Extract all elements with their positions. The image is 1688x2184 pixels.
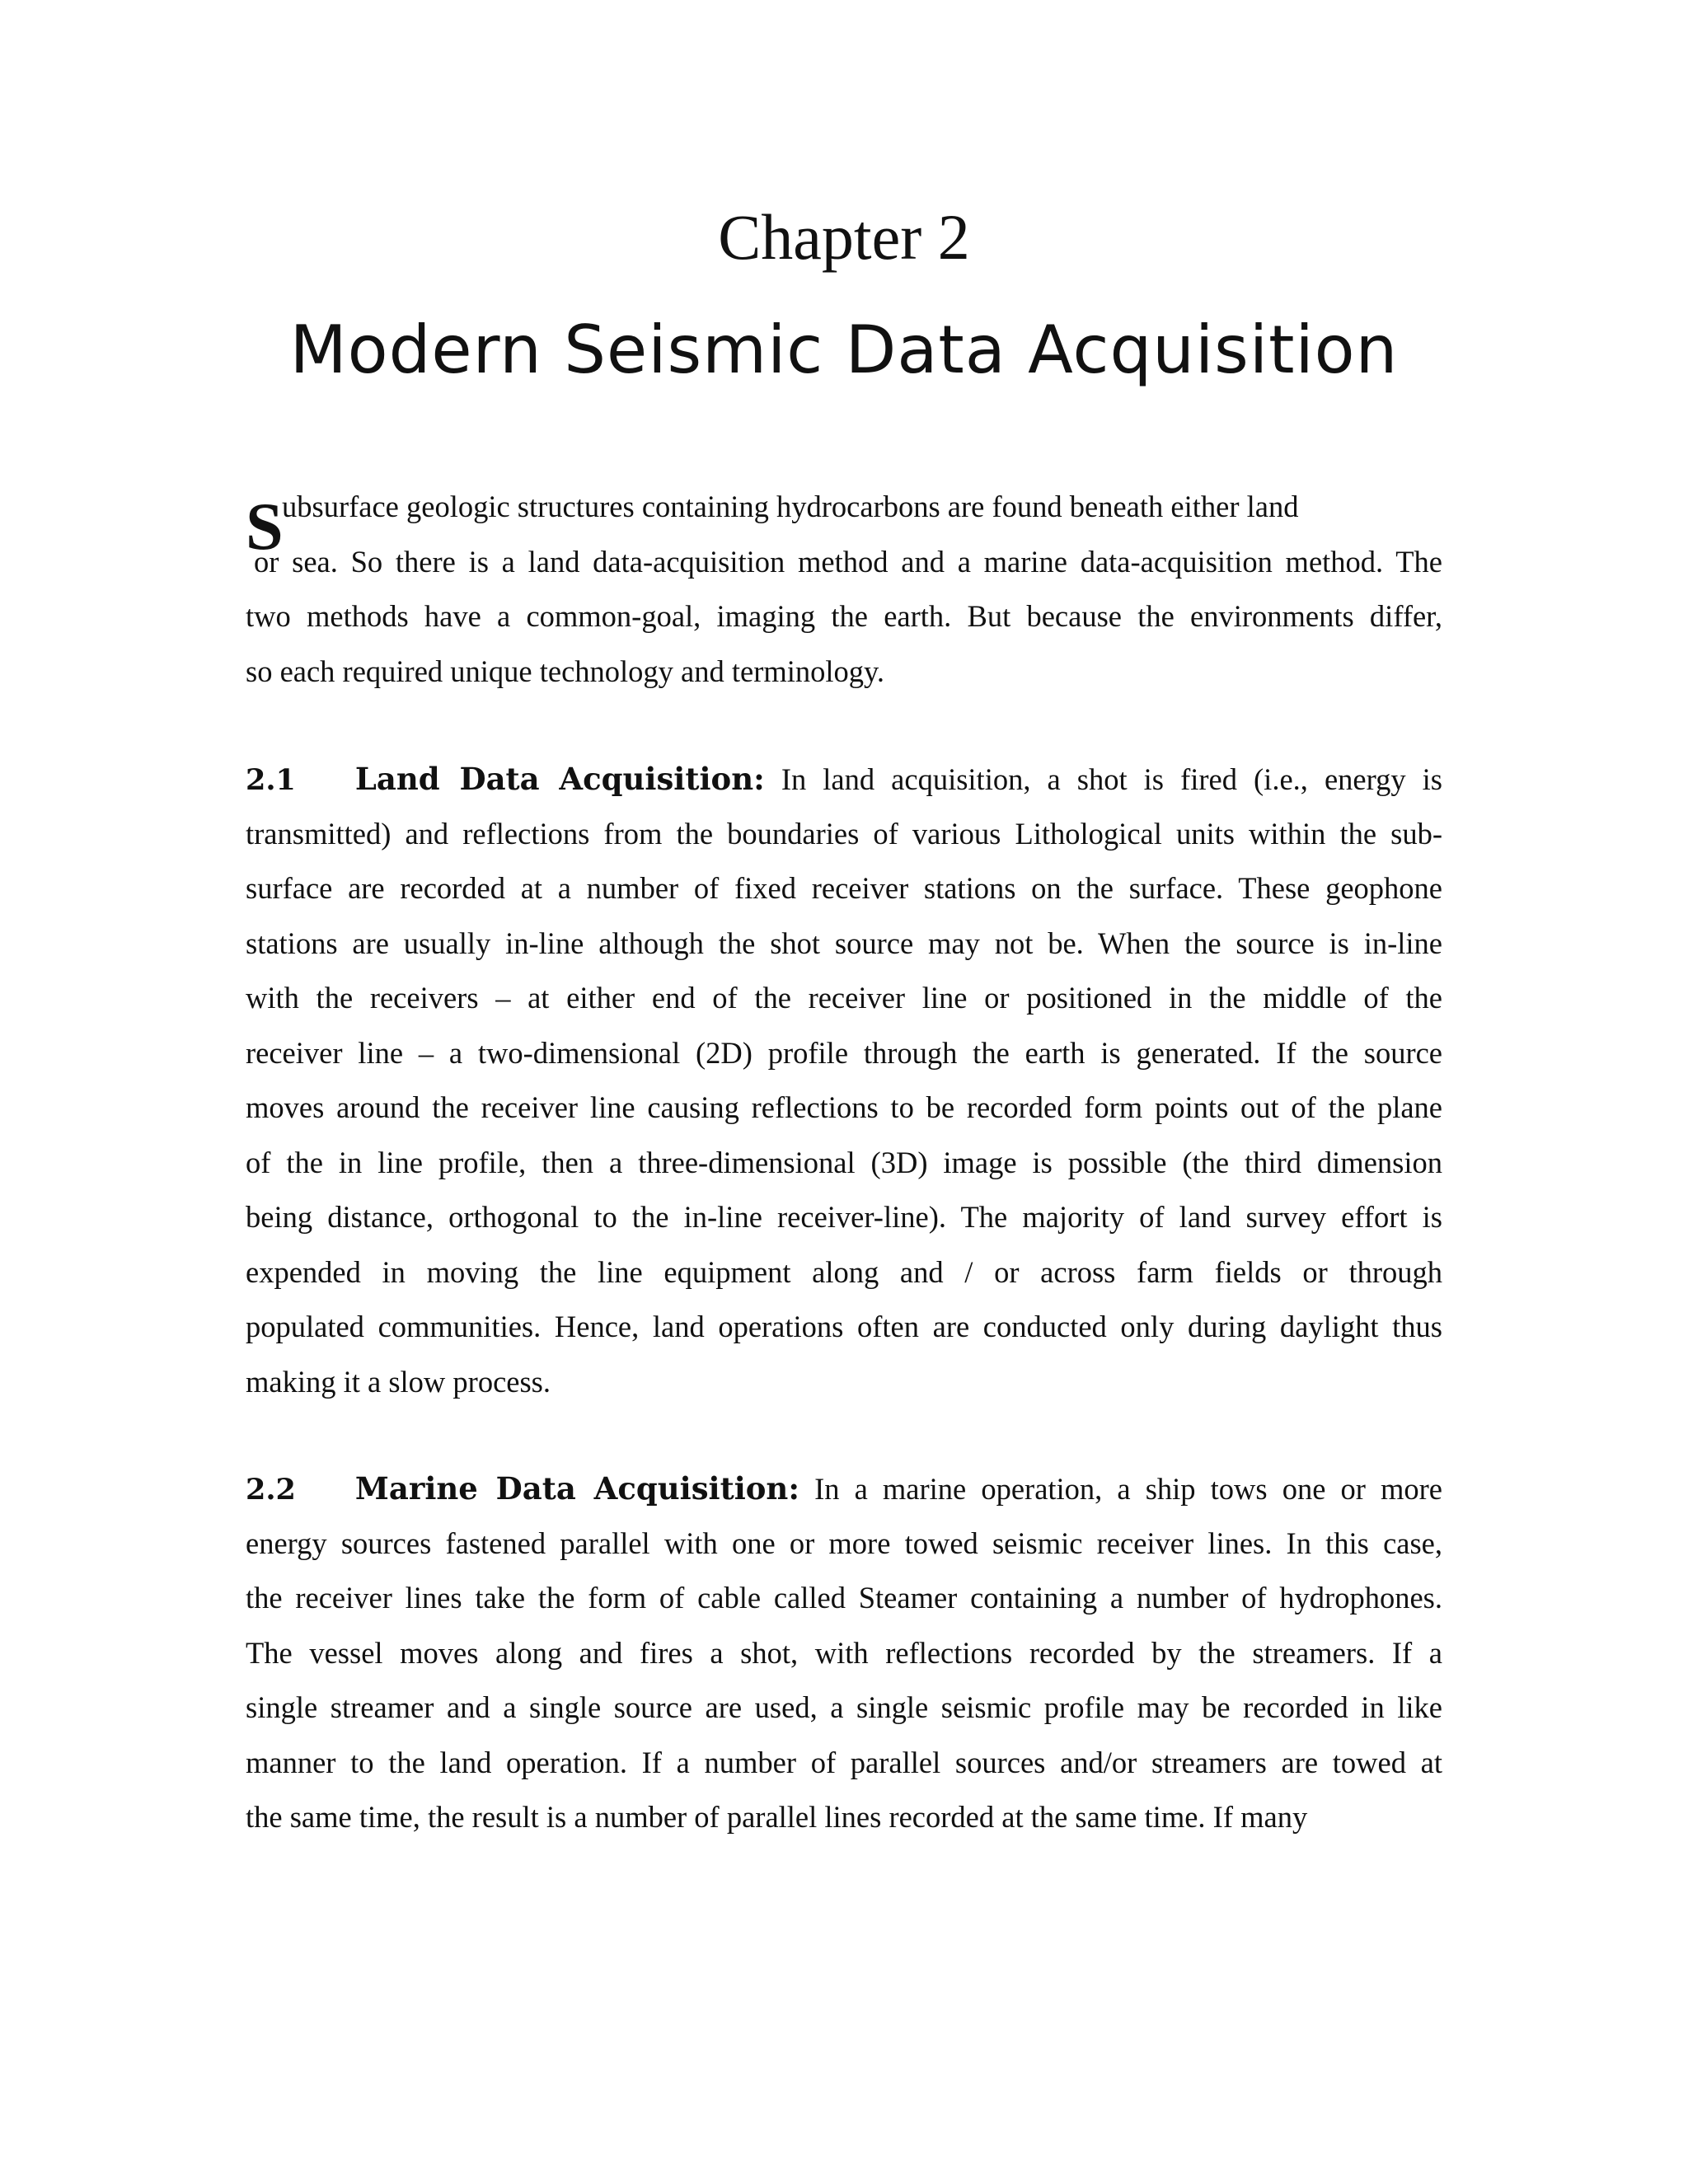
section-number: 2.1 [246,763,296,797]
paragraph-line: two methods have a common-goal, imaging the earth. But because the environments differ, [246,599,1442,633]
paragraph-line: receiver line – a two-dimensional (2D) profile through the earth is generated. If the source [246,1035,1442,1070]
paragraph-line: the receiver lines take the form of cable called Steamer containing a number of hydrophones. [246,1581,1442,1615]
paragraph-line: so each required unique technology and terminology. [246,654,885,688]
section-first-line [246,752,1442,807]
paragraph-line: energy sources fastened parallel with one or more towed seismic receiver lines. In this case, [246,1526,1442,1560]
paragraph-line: moves around the receiver line causing reflections to be recorded form points out of the plane [246,1090,1442,1124]
paragraph-line: surface are recorded at a number of fixed receiver stations on the surface. These geophone [246,871,1442,905]
paragraph-line: populated communities. Hence, land operations often are conducted only during daylight thus [246,1310,1442,1343]
paragraph-line: the same time, the result is a number of parallel lines recorded at the same time. If many [246,1800,1308,1834]
paragraph-line: manner to the land operation. If a number of parallel sources and/or streamers are towed at [246,1745,1442,1779]
paragraph-line: making it a slow process. [246,1364,551,1399]
section-land-data-acquisition [246,752,1442,1409]
chapter-title: Modern Seismic Data Acquisition [289,312,1399,388]
paragraph-line: or sea. So there is a land data-acquisition method and a marine data-acquisition method. The [254,544,1442,579]
chapter-label: Chapter 2 [718,201,970,273]
paragraph-line: single streamer and a single source are used, a single seismic profile may be recorded in like [246,1690,1442,1724]
intro-paragraph [246,480,1442,699]
paragraph-text: In land acquisition, a shot is fired (i.e., energy is [781,762,1442,796]
paragraph-text: In a marine operation, a ship tows one or more [814,1472,1442,1506]
section-first-line [246,1461,1442,1516]
section-marine-data-acquisition [246,1461,1442,1845]
section-number: 2.2 [246,1473,296,1507]
paragraph-line: The vessel moves along and fires a shot, with reflections recorded by the streamers. If a [246,1635,1442,1670]
paragraph-line: of the in line profile, then a three-dimensional (3D) image is possible (the third dimension [246,1145,1442,1179]
paragraph-line: ubsurface geologic structures containing hydrocarbons are found beneath either land [282,490,1299,523]
paragraph-line: with the receivers – at either end of the receiver line or positioned in the middle of the [246,981,1442,1015]
paragraph-line: stations are usually in-line although the shot source may not be. When the source is in-line [246,926,1442,960]
paragraph-line: being distance, orthogonal to the in-line receiver-line). The majority of land survey effort is [246,1200,1442,1234]
paragraph-line: expended in moving the line equipment along and / or across farm fields or through [246,1254,1442,1289]
section-heading: Marine Data Acquisition: [354,1470,799,1507]
paragraph-line: transmitted) and reflections from the boundaries of various Lithological units within the sub- [246,816,1442,851]
drop-cap: S [246,489,284,564]
section-heading: Land Data Acquisition: [354,761,765,797]
